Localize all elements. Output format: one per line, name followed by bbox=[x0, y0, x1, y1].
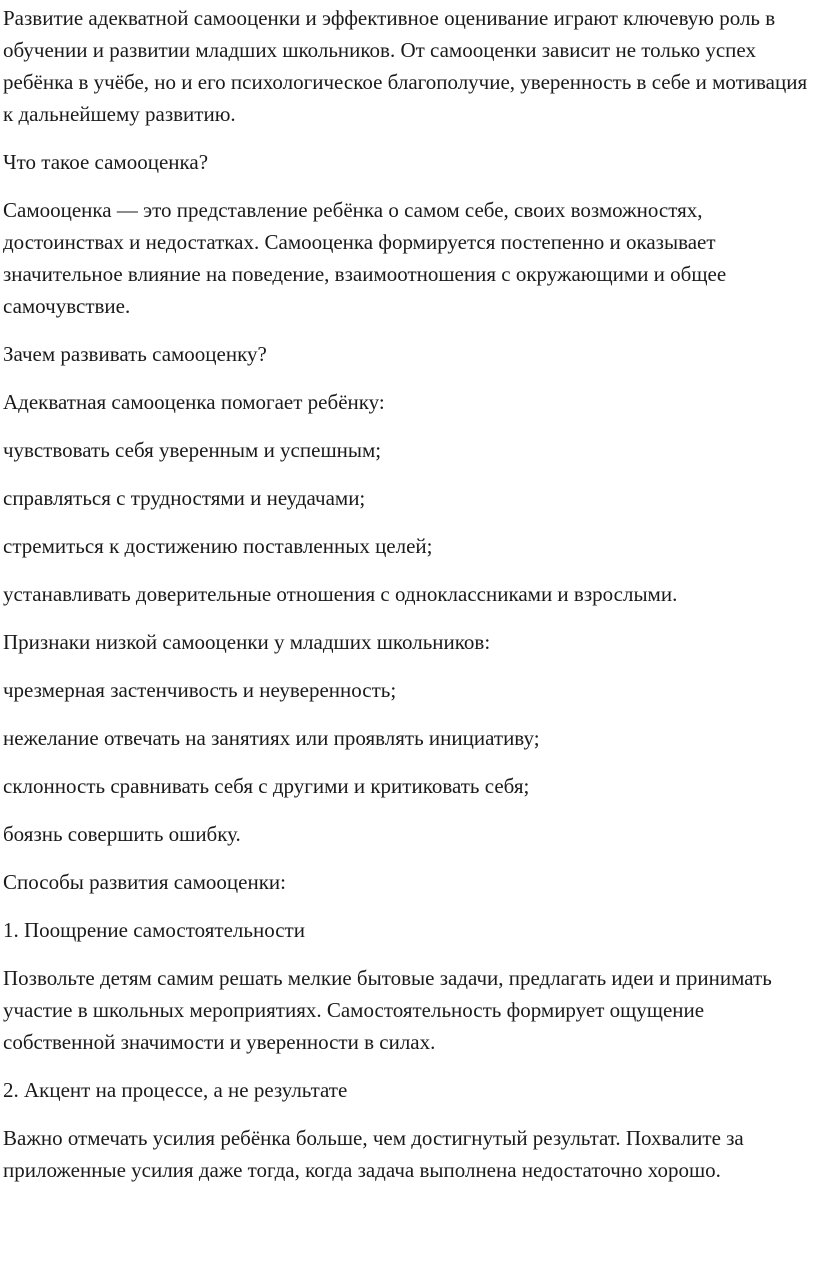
sign-item: склонность сравнивать себя с другими и критиковать себя; bbox=[3, 774, 530, 798]
heading-why-develop: Зачем развивать самооценку? bbox=[3, 342, 267, 366]
benefit-item: устанавливать доверительные отношения с одноклассниками и взрослыми. bbox=[3, 582, 678, 606]
heading-what-is-self-esteem: Что такое самооценка? bbox=[3, 150, 209, 174]
definition-paragraph: Самооценка — это представление ребёнка о самом себе, своих возможностях, достоинствах и недостатках. Самооценка формируется постепенно и оказывает значительное влияние на поведение, взаимоотношения с окружающими и общее самочувствие. bbox=[3, 198, 727, 318]
document-page bbox=[3, 2, 808, 1202]
heading-methods: Способы развития самооценки: bbox=[3, 870, 286, 894]
method-title: 2. Акцент на процессе, а не результате bbox=[3, 1078, 348, 1102]
sign-item: нежелание отвечать на занятиях или проявлять инициативу; bbox=[3, 726, 540, 750]
method-description: Важно отмечать усилия ребёнка больше, чем достигнутый результат. Похвалите за приложенные усилия даже тогда, когда задача выполнена недостаточно хорошо. bbox=[3, 1126, 744, 1182]
helps-child-intro: Адекватная самооценка помогает ребёнку: bbox=[3, 390, 385, 414]
benefit-item: стремиться к достижению поставленных целей; bbox=[3, 534, 433, 558]
method-title: 1. Поощрение самостоятельности bbox=[3, 918, 305, 942]
benefit-item: чувствовать себя уверенным и успешным; bbox=[3, 438, 382, 462]
heading-low-self-esteem-signs: Признаки низкой самооценки у младших школьников: bbox=[3, 630, 491, 654]
sign-item: боязнь совершить ошибку. bbox=[3, 822, 241, 846]
sign-item: чрезмерная застенчивость и неуверенность; bbox=[3, 678, 397, 702]
intro-paragraph: Развитие адекватной самооценки и эффективное оценивание играют ключевую роль в обучении и развитии младших школьников. От самооценки зависит не только успех ребёнка в учёбе, но и его психологическое благополучие, уверенность в себе и мотивация к дальнейшему развитию. bbox=[3, 6, 808, 126]
benefit-item: справляться с трудностями и неудачами; bbox=[3, 486, 366, 510]
method-description: Позвольте детям самим решать мелкие бытовые задачи, предлагать идеи и принимать участие в школьных мероприятиях. Самостоятельность формирует ощущение собственной значимости и уверенности в силах. bbox=[3, 966, 772, 1054]
